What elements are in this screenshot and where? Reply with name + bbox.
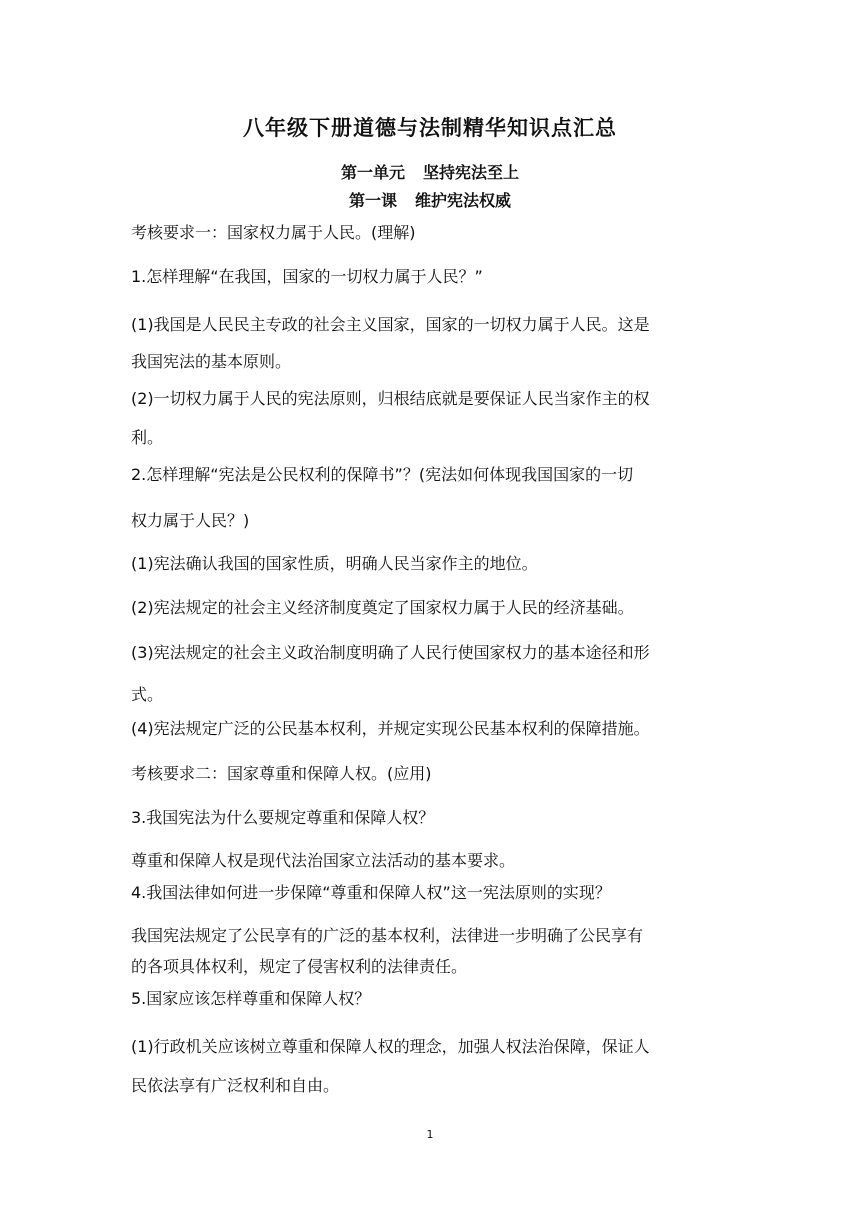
unit-label: 第一单元 bbox=[340, 163, 405, 182]
lesson-heading bbox=[0, 188, 860, 211]
text-line: 3.我国宪法为什么要规定尊重和保障人权？ bbox=[131, 808, 435, 827]
text-line: (1)宪法确认我国的国家性质，明确人民当家作主的地位。 bbox=[131, 554, 538, 573]
text-line: 考核要求二：国家尊重和保障人权。(应用) bbox=[131, 764, 432, 783]
text-line: 的各项具体权利，规定了侵害权利的法律责任。 bbox=[131, 957, 468, 976]
text-line: (1)行政机关应该树立尊重和保障人权的理念，加强人权法治保障，保证人 bbox=[131, 1037, 650, 1056]
document-title: 八年级下册道德与法制精华知识点汇总 bbox=[243, 116, 617, 140]
text-line: 权力属于人民？) bbox=[131, 511, 250, 530]
text-line: 我国宪法的基本原则。 bbox=[131, 352, 292, 371]
text-line: 4.我国法律如何进一步保障“尊重和保障人权”这一宪法原则的实现？ bbox=[131, 883, 611, 902]
text-line: 尊重和保障人权是现代法治国家立法活动的基本要求。 bbox=[131, 851, 516, 870]
unit-name: 坚持宪法至上 bbox=[423, 163, 520, 182]
text-line: (1)我国是人民民主专政的社会主义国家，国家的一切权力属于人民。这是 bbox=[131, 315, 650, 334]
text-line: (2)宪法规定的社会主义经济制度奠定了国家权力属于人民的经济基础。 bbox=[131, 598, 634, 617]
text-line: 5.国家应该怎样尊重和保障人权？ bbox=[131, 989, 371, 1008]
text-line: (3)宪法规定的社会主义政治制度明确了人民行使国家权力的基本途径和形 bbox=[131, 643, 650, 662]
text-line: 利。 bbox=[131, 428, 164, 447]
page-number: 1 bbox=[426, 1128, 434, 1141]
text-line: 式。 bbox=[131, 685, 164, 704]
lesson-name: 维护宪法权威 bbox=[415, 191, 512, 210]
text-line: 2.怎样理解“宪法是公民权利的保障书”？(宪法如何体现我国国家的一切 bbox=[131, 465, 634, 484]
lesson-label: 第一课 bbox=[348, 191, 397, 210]
text-line: 考核要求一：国家权力属于人民。(理解) bbox=[131, 223, 416, 242]
unit-heading bbox=[0, 160, 860, 183]
text-line: 民依法享有广泛权利和自由。 bbox=[131, 1076, 340, 1095]
text-line: 我国宪法规定了公民享有的广泛的基本权利，法律进一步明确了公民享有 bbox=[131, 926, 644, 945]
text-line: 1.怎样理解“在我国，国家的一切权力属于人民？” bbox=[131, 267, 483, 286]
text-line: (2)一切权力属于人民的宪法原则，归根结底就是要保证人民当家作主的权 bbox=[131, 389, 650, 408]
text-line: (4)宪法规定广泛的公民基本权利，并规定实现公民基本权利的保障措施。 bbox=[131, 719, 650, 738]
